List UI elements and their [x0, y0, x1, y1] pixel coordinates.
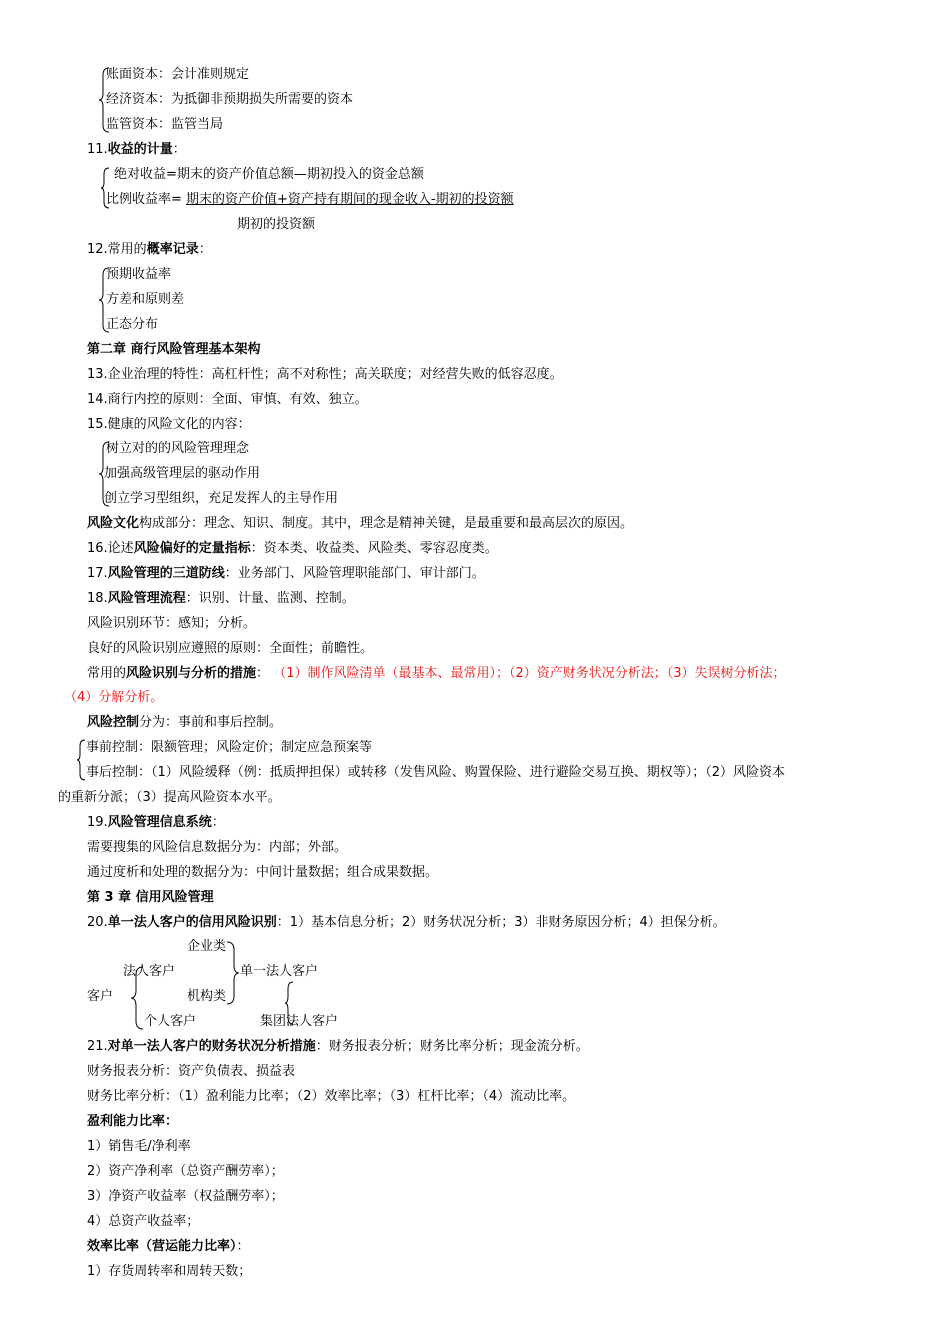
measures-red-cont: （4）分解分析。 [64, 690, 164, 705]
chapter-2-heading: 第二章 商行风险管理基本架构 [87, 342, 261, 357]
efficiency-tail: ： [236, 1239, 250, 1254]
control-tail: 分为：事前和事后控制。 [139, 715, 283, 730]
fin-ratios: 财务比率分析：（1）盈利能力比率；（2）效率比率；（3）杠杆比率；（4）流动比率。 [87, 1089, 576, 1104]
prob-2: 方差和原则差 [106, 292, 185, 307]
diagram-legal: 法人客户 [123, 964, 176, 979]
efficiency-heading [87, 1238, 250, 1256]
economic-capital: 经济资本：为抵御非预期损失所需要的资本 [106, 92, 354, 107]
culture-components [87, 515, 633, 533]
risk-control [87, 714, 282, 732]
brace-icon [226, 940, 240, 1006]
ratio-income [106, 191, 514, 209]
item-21-tail: ：财务报表分析；财务比率分析；现金流分析。 [315, 1039, 589, 1054]
efficiency-bold: 效率比率（营运能力比率） [87, 1239, 237, 1254]
item-20-pre: 20. [87, 915, 108, 930]
item-16 [87, 540, 498, 558]
item-17 [87, 565, 485, 583]
ratio-denominator: 期初的投资额 [237, 217, 316, 232]
item-14: 14.商行内控的原则：全面、审慎、有效、独立。 [87, 392, 368, 407]
pre-control: 事前控制：限额管理；风险定价；制定应急预案等 [86, 740, 373, 755]
item-13: 13.企业治理的特性：高杠杆性；高不对称性；高关联度；对经营失败的低容忍度。 [87, 367, 563, 382]
book-capital: 账面资本：会计准则规定 [106, 67, 250, 82]
post-control-cont: 的重新分派；（3）提高风险资本水平。 [58, 790, 281, 805]
item-18-bold: 风险管理流程 [107, 591, 186, 606]
item-17-tail: ：业务部门、风险管理职能部门、审计部门。 [224, 566, 485, 581]
item-11-tail: ： [172, 142, 186, 157]
info-2: 通过度析和处理的数据分为：中间计量数据；组合成果数据。 [87, 865, 439, 880]
item-12 [87, 241, 212, 259]
item-18 [87, 590, 355, 608]
control-bold: 风险控制 [87, 715, 140, 730]
item-19 [87, 814, 225, 832]
profitability-heading: 盈利能力比率： [87, 1114, 179, 1129]
item-20 [87, 914, 726, 932]
profit-2: 2）资产净利率（总资产酬劳率）； [87, 1164, 284, 1179]
item-16-pre: 16.论述 [87, 541, 134, 556]
post-control: 事后控制：（1）风险缓释（例：抵质押担保）或转移（发售风险、购置保险、进行避险交易互换、期权等）；（2）风险资本 [86, 765, 786, 780]
identify-steps: 风险识别环节：感知；分析。 [87, 616, 257, 631]
fin-statements: 财务报表分析：资产负债表、损益表 [87, 1064, 296, 1079]
profit-1: 1）销售毛/净利率 [87, 1139, 191, 1154]
efficiency-1: 1）存货周转率和周转天数； [87, 1264, 252, 1279]
measures-tail: ： [256, 666, 270, 681]
info-1: 需要搜集的风险信息数据分为：内部；外部。 [87, 840, 348, 855]
brace-icon [76, 738, 86, 782]
item-17-bold: 风险管理的三道防线 [107, 566, 225, 581]
prob-3: 正态分布 [106, 317, 159, 332]
culture-2: 加强高级管理层的驱动作用 [104, 466, 261, 481]
item-16-tail: ：资本类、收益类、风险类、零容忍度类。 [250, 541, 498, 556]
diagram-personal: 个人客户 [144, 1014, 197, 1029]
item-19-tail: ： [211, 815, 225, 830]
measures-pre: 常用的 [87, 666, 127, 681]
culture-tail: 构成部分：理念、知识、制度。其中，理念是精神关键，是最重要和最高层次的原因。 [139, 516, 634, 531]
profit-4: 4）总资产收益率； [87, 1214, 200, 1229]
item-11 [87, 141, 186, 159]
ratio-label: 比例收益率= [106, 192, 187, 207]
culture-3: 创立学习型组织，充足发挥人的主导作用 [104, 491, 339, 506]
diagram-institution: 机构类 [187, 989, 227, 1004]
item-12-tail: ： [198, 242, 212, 257]
item-11-bold: 收益的计量 [107, 142, 173, 157]
item-19-pre: 19. [87, 815, 108, 830]
item-19-bold: 风险管理信息系统 [107, 815, 212, 830]
item-21-pre: 21. [87, 1039, 108, 1054]
item-11-num: 11. [87, 142, 108, 157]
diagram-group: 集团法人客户 [260, 1014, 339, 1029]
profit-3: 3）净资产收益率（权益酬劳率）； [87, 1189, 284, 1204]
diagram-enterprise: 企业类 [187, 939, 227, 954]
item-21 [87, 1038, 589, 1056]
culture-bold: 风险文化 [87, 516, 140, 531]
item-12-pre: 12.常用的 [87, 242, 147, 257]
culture-1: 树立对的的风险管理理念 [106, 441, 250, 456]
identify-principles: 良好的风险识别应遵照的原则：全面性；前瞻性。 [87, 641, 374, 656]
measures-bold: 风险识别与分析的措施 [126, 666, 257, 681]
item-20-bold: 单一法人客户的信用风险识别 [107, 915, 277, 930]
item-17-pre: 17. [87, 566, 108, 581]
item-16-bold: 风险偏好的定量指标 [133, 541, 251, 556]
chapter-3-heading: 第 3 章 信用风险管理 [87, 890, 214, 905]
item-15: 15.健康的风险文化的内容： [87, 417, 251, 432]
brace-icon [130, 965, 144, 1031]
prob-1: 预期收益率 [106, 267, 172, 282]
item-18-pre: 18. [87, 591, 108, 606]
ratio-numerator: 期末的资产价值+资产持有期间的现金收入-期初的投资额 [186, 192, 514, 207]
brace-icon [284, 980, 294, 1026]
item-21-bold: 对单一法人客户的财务状况分析措施 [107, 1039, 316, 1054]
item-12-bold: 概率记录 [146, 242, 199, 257]
item-20-tail: ：1）基本信息分析；2）财务状况分析；3）非财务原因分析；4）担保分析。 [276, 915, 726, 930]
diagram-single: 单一法人客户 [240, 964, 319, 979]
regulatory-capital: 监管资本：监管当局 [106, 117, 224, 132]
absolute-income: 绝对收益=期末的资产价值总额—期初投入的资金总额 [114, 167, 424, 182]
item-18-tail: ：识别、计量、监测、控制。 [185, 591, 355, 606]
measures-line [87, 665, 786, 683]
measures-red: （1）制作风险清单（最基本、最常用）；（2）资产财务状况分析法；（3）失误树分析法； [273, 666, 786, 681]
diagram-customer: 客户 [87, 989, 114, 1004]
